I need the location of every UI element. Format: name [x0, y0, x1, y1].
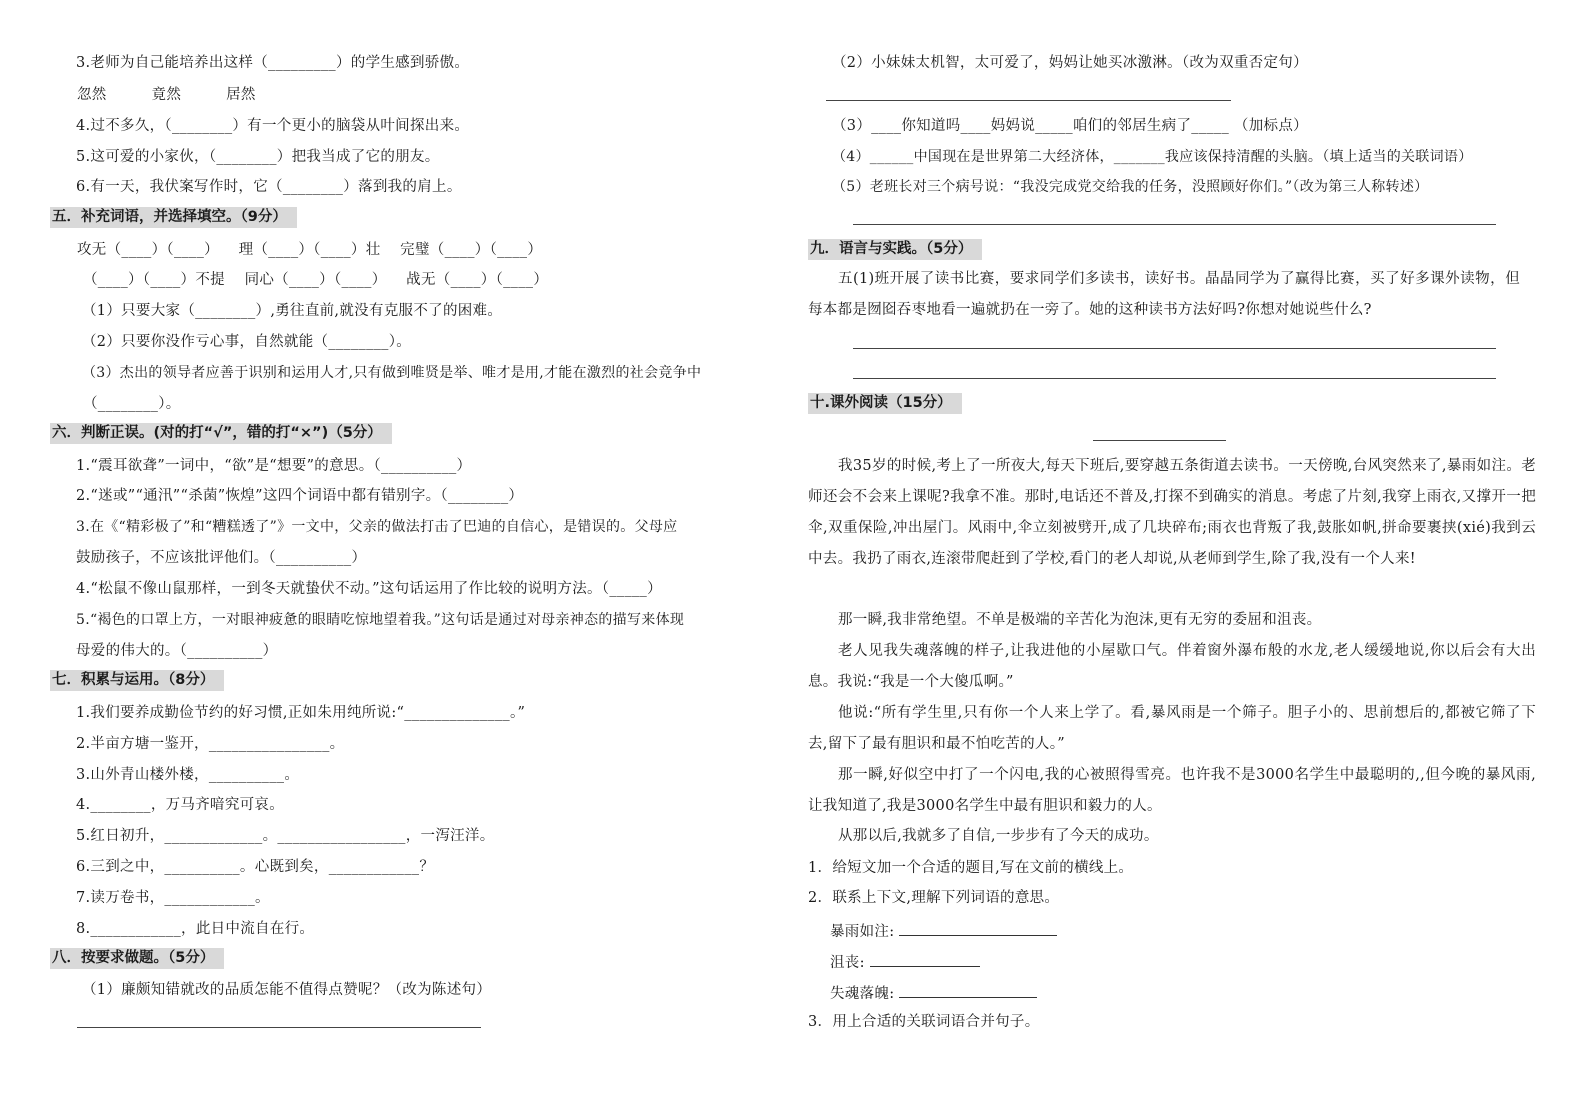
reading-paragraph-5: 那一瞬,好似空中打了一个闪电,我的心被照得雪亮。也许我不是3000名学生中最聪明的,,但今晚的暴风雨,让我知道了,我是3000名学生中最有胆识和毅力的人。 — [808, 767, 1536, 814]
fill-2: 2.半亩方塘一鉴开，________________。 — [76, 736, 345, 752]
right-column — [808, 0, 1543, 1118]
question-5-3-line-1: （3）杰出的领导者应善于识别和运用人才,只有做到唯贤是举、唯才是用,才能在激烈的社会竞争中 — [82, 365, 702, 381]
section-9-heading: 九．语言与实践。（5分） — [808, 239, 982, 260]
task-5: （5）老班长对三个病号说：“我没完成党交给我的任务，没照顾好你们。”（改为第三人称转述） — [832, 179, 1429, 195]
term-1-label: 暴雨如注: — [830, 924, 895, 940]
reading-question-2: 2．联系上下文,理解下列词语的意思。 — [808, 890, 1060, 906]
section-6-heading: 六．判断正误。(对的打“√”，错的打“×”)（5分） — [50, 423, 392, 444]
judge-4: 4.“松鼠不像山鼠那样，一到冬天就蛰伏不动。”这句话运用了作比较的说明方法。（_____） — [76, 581, 662, 597]
judge-1: 1.“震耳欲聋”一词中，“欲”是“想要”的意思。（__________） — [76, 458, 472, 474]
term-3-answer-line — [899, 979, 1037, 998]
section-10-heading: 十.课外阅读（15分） — [808, 393, 962, 414]
task-4: （4）______中国现在是世界第二大经济体，_______我应该保持清醒的头脑。（填上适当的关联词语） — [832, 149, 1473, 165]
fill-4: 4.________，万马齐喑究可哀。 — [76, 797, 285, 813]
judge-2: 2.“迷或”“通汛”“杀菌”恢煌”这四个词语中都有错别字。（________） — [76, 488, 524, 504]
term-2-label: 沮丧: — [830, 955, 865, 971]
task-2: （2）小妹妹太机智，太可爱了，妈妈让她买冰激淋。（改为双重否定句） — [832, 55, 1308, 71]
task-3: （3）____你知道吗____妈妈说_____咱们的邻居生病了_____ （加标点） — [832, 118, 1308, 134]
term-3-label: 失魂落魄: — [830, 986, 895, 1002]
word-blanks-row-2: （____）（____）不提 同心（____）（____） 战无（____）（____） — [83, 272, 549, 288]
word-options — [77, 83, 256, 107]
answer-line — [853, 378, 1496, 379]
task-1: （1）廉颇知错就改的品质怎能不值得点赞呢？（改为陈述句） — [82, 982, 492, 998]
term-2-answer-line — [870, 948, 980, 967]
question-5-3-line-2: （________）。 — [83, 396, 181, 412]
term-2 — [830, 948, 980, 972]
answer-line — [853, 224, 1496, 225]
question-4-3: 3.老师为自己能培养出这样（_________）的学生感到骄傲。 — [76, 55, 470, 71]
term-1 — [830, 917, 1057, 941]
fill-8: 8.____________，此日中流自在行。 — [76, 921, 315, 937]
section-8-heading: 八．按要求做题。（5分） — [50, 948, 224, 969]
question-4-4: 4.过不多久，（________）有一个更小的脑袋从叶间探出来。 — [76, 118, 470, 134]
section-5-heading: 五．补充词语，并选择填空。（9分） — [50, 207, 297, 228]
fill-7: 7.读万卷书，____________。 — [76, 890, 270, 906]
answer-line — [853, 348, 1496, 349]
reading-paragraph-3: 老人见我失魂落魄的样子,让我进他的小屋歇口气。伴着窗外瀑布般的水龙,老人缓缓地说,你以后会有大出息。我说:“我是一个大傻瓜啊。” — [808, 643, 1536, 690]
term-3 — [830, 979, 1037, 1003]
reading-paragraph-6: 从那以后,我就多了自信,一步步有了今天的成功。 — [838, 828, 1159, 844]
left-column — [50, 0, 785, 1118]
option-3: 居然 — [226, 87, 256, 103]
reading-paragraph-4: 他说:“所有学生里,只有你一个人来上学了。看,暴风雨是一个筛子。胆子小的、思前想后的,都被它筛了下去,留下了最有胆识和最不怕吃苦的人。” — [808, 705, 1536, 752]
reading-paragraph-2: 那一瞬,我非常绝望。不单是极端的辛苦化为泡沫,更有无穷的委屈和沮丧。 — [838, 612, 1322, 628]
practice-prompt: 五(1)班开展了读书比赛，要求同学们多读书，读好书。晶晶同学为了赢得比赛，买了好多课外读物，但每本都是囫囵吞枣地看一遍就扔在一旁了。她的这种读书方法好吗?你想对她说些什么? — [808, 271, 1520, 318]
option-2: 竟然 — [151, 87, 182, 103]
question-4-5: 5.这可爱的小家伙，（________）把我当成了它的朋友。 — [76, 149, 440, 165]
word-blanks-row-1: 攻无（____）（____） 理（____）（____）壮 完璧（____）（____） — [77, 242, 543, 258]
answer-line — [77, 1027, 481, 1028]
fill-3: 3.山外青山楼外楼，__________。 — [76, 767, 300, 783]
reading-paragraph-1: 我35岁的时候,考上了一所夜大,每天下班后,要穿越五条街道去读书。一天傍晚,台风突然来了,暴雨如注。老师还会不会来上课呢?我拿不准。那时,电话还不普及,打探不到确实的消息。考虑了片刻,我穿上雨衣,又撑开一把伞,双重保险,冲出屋门。风雨中,伞立刻被劈开,成了几块碎布;雨衣也背叛了我,鼓胀如帆,拼命要裹挟(xié)我到云中去。我扔了雨衣,连滚带爬赶到了学校,看门的老人却说,从老师到学生,除了我,没有一个人来! — [808, 458, 1536, 567]
reading-question-3: 3．用上合适的关联词语合并句子。 — [808, 1014, 1040, 1030]
section-7-heading: 七．积累与运用。（8分） — [50, 670, 224, 691]
fill-1: 1.我们要养成勤俭节约的好习惯,正如朱用纯所说:“______________。” — [76, 705, 526, 721]
judge-5-line-1: 5.“褐色的口罩上方，一对眼神疲惫的眼睛吃惊地望着我。”这句话是通过对母亲神态的描写来体现 — [76, 612, 685, 628]
judge-3-line-1: 3.在《“精彩极了”和“糟糕透了”》一文中，父亲的做法打击了巴迪的自信心，是错误的。父母应 — [76, 519, 678, 535]
question-5-2: （2）只要你没作亏心事，自然就能（________）。 — [82, 334, 412, 350]
term-1-answer-line — [899, 917, 1057, 936]
option-1: 忽然 — [77, 87, 107, 103]
question-5-1: （1）只要大家（________）,勇往直前,就没有克服不了的困难。 — [82, 303, 503, 319]
question-4-6: 6.有一天，我伏案写作时，它（________）落到我的肩上。 — [76, 179, 462, 195]
judge-3-line-2: 鼓励孩子，不应该批评他们。（__________） — [76, 550, 367, 566]
fill-5: 5.红日初升，_____________。_________________，一泻汪洋。 — [76, 828, 495, 844]
fill-6: 6.三到之中，__________。心既到矣，____________？ — [76, 859, 435, 875]
judge-5-line-2: 母爱的伟大的。（__________） — [76, 643, 278, 659]
reading-question-1: 1．给短文加一个合适的题目,写在文前的横线上。 — [808, 860, 1134, 876]
answer-line — [826, 100, 1231, 101]
title-answer-line — [1093, 440, 1226, 441]
